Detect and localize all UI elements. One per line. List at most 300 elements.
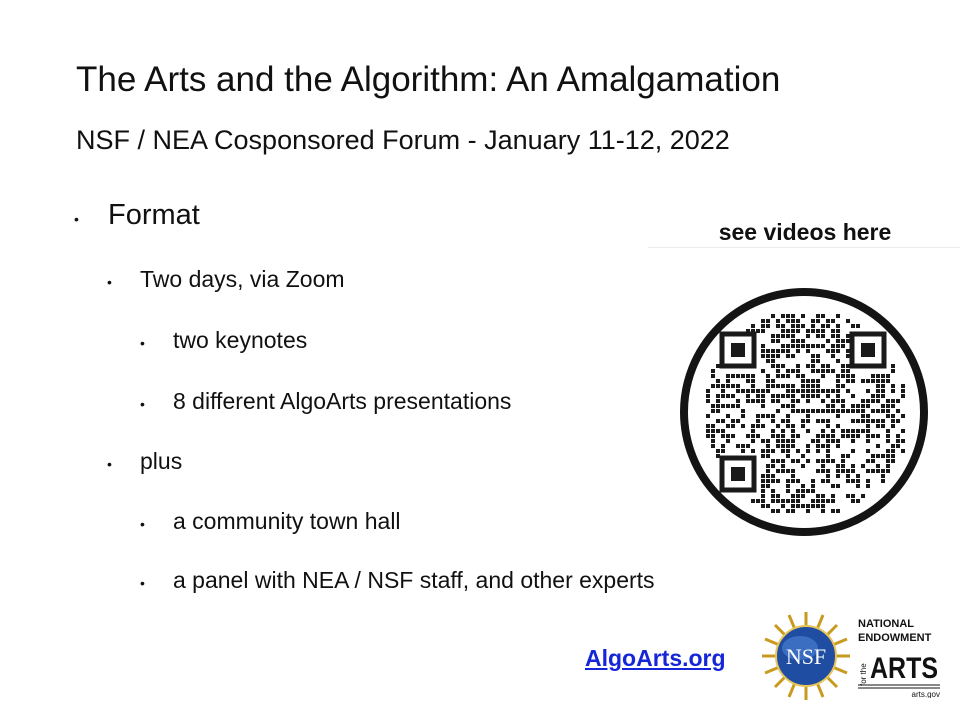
qr-module [856,434,860,438]
qr-module [836,444,840,448]
qr-module [831,389,835,393]
qr-module [811,504,815,508]
qr-module [736,384,740,388]
qr-module [776,469,780,473]
qr-module [731,434,735,438]
qr-module [751,384,755,388]
qr-module [756,499,760,503]
qr-module [891,369,895,373]
qr-module [886,449,890,453]
qr-module [781,419,785,423]
qr-module [896,439,900,443]
qr-module [731,424,735,428]
qr-module [826,444,830,448]
qr-module [736,399,740,403]
qr-module [736,374,740,378]
qr-module [841,409,845,413]
qr-module [751,389,755,393]
qr-module [796,489,800,493]
qr-module [791,494,795,498]
qr-module [781,449,785,453]
qr-module [841,464,845,468]
qr-module [816,409,820,413]
qr-module [861,409,865,413]
qr-module [846,339,850,343]
qr-module [851,469,855,473]
qr-module [811,384,815,388]
qr-module [761,449,765,453]
qr-module [826,389,830,393]
qr-module [836,344,840,348]
qr-module [816,394,820,398]
qr-module [771,339,775,343]
qr-module [826,499,830,503]
qr-module [816,494,820,498]
qr-module [776,384,780,388]
qr-module [781,404,785,408]
qr-module [766,449,770,453]
qr-module [751,439,755,443]
qr-module [801,454,805,458]
qr-module [751,379,755,383]
qr-module [876,409,880,413]
qr-module [871,409,875,413]
qr-module [821,494,825,498]
qr-module [781,384,785,388]
qr-module [836,384,840,388]
qr-module [831,329,835,333]
qr-module [741,389,745,393]
qr-module [711,369,715,373]
qr-module [791,329,795,333]
qr-module [806,409,810,413]
nea-logo-arts: ARTS [870,652,938,685]
qr-module [846,379,850,383]
qr-module [791,319,795,323]
qr-module [816,314,820,318]
qr-module [871,434,875,438]
qr-module [901,429,905,433]
bullet-text: two keynotes [173,327,308,353]
qr-module [786,469,790,473]
qr-module [711,404,715,408]
qr-module [806,459,810,463]
qr-module [821,469,825,473]
qr-module [766,374,770,378]
qr-module [876,384,880,388]
qr-module [781,349,785,353]
qr-module [881,419,885,423]
qr-module [876,454,880,458]
qr-module [886,469,890,473]
qr-module [776,424,780,428]
qr-module [901,394,905,398]
qr-module [881,374,885,378]
qr-module [866,434,870,438]
qr-module [806,444,810,448]
qr-module [886,379,890,383]
qr-module [791,399,795,403]
qr-module [821,504,825,508]
qr-module [836,409,840,413]
qr-module [801,484,805,488]
qr-module [776,374,780,378]
qr-module [726,394,730,398]
qr-module [776,334,780,338]
qr-module [706,429,710,433]
qr-module [866,424,870,428]
qr-module [766,484,770,488]
qr-module [711,374,715,378]
qr-module [761,439,765,443]
qr-module [891,364,895,368]
qr-module [721,429,725,433]
qr-module [791,459,795,463]
qr-module [851,374,855,378]
qr-module [766,379,770,383]
qr-module [866,484,870,488]
qr-module [861,414,865,418]
qr-module [826,404,830,408]
qr-module [866,389,870,393]
qr-module [761,369,765,373]
qr-module [761,499,765,503]
qr-module [866,459,870,463]
qr-module [836,464,840,468]
qr-module [851,379,855,383]
qr-module [886,414,890,418]
qr-module [846,494,850,498]
qr-module [866,419,870,423]
qr-module [771,494,775,498]
qr-module [891,404,895,408]
qr-module [816,329,820,333]
qr-module [901,414,905,418]
qr-module [771,464,775,468]
bullet-text: plus [140,448,183,474]
qr-module [866,439,870,443]
qr-module [896,409,900,413]
qr-module [821,429,825,433]
qr-module [791,354,795,358]
qr-module [791,509,795,513]
qr-module [776,349,780,353]
qr-module [756,394,760,398]
qr-module [806,384,810,388]
qr-module [886,399,890,403]
qr-module [821,329,825,333]
qr-module [761,344,765,348]
qr-module [781,439,785,443]
bullet-dot-icon: • [74,211,79,227]
qr-module [796,389,800,393]
qr-module [776,439,780,443]
qr-module [831,409,835,413]
qr-module [771,459,775,463]
qr-module [821,479,825,483]
qr-module [856,479,860,483]
qr-module [746,444,750,448]
qr-module [891,384,895,388]
qr-module [776,494,780,498]
qr-module [761,324,765,328]
qr-module [786,439,790,443]
qr-module [736,444,740,448]
qr-module [826,364,830,368]
qr-module [791,384,795,388]
qr-module [846,469,850,473]
qr-module [776,409,780,413]
qr-module [761,474,765,478]
qr-module [811,389,815,393]
slide-subtitle: NSF / NEA Cosponsored Forum - January 11-12, 2022 [76,125,730,155]
qr-module [746,374,750,378]
qr-module [851,439,855,443]
qr-module [841,459,845,463]
qr-module [851,494,855,498]
qr-module [891,424,895,428]
qr-module [816,504,820,508]
qr-module [726,439,730,443]
qr-module [796,324,800,328]
qr-module [801,384,805,388]
qr-module [796,399,800,403]
qr-module [771,509,775,513]
qr-module [776,459,780,463]
qr-module [756,434,760,438]
qr-module [856,474,860,478]
qr-module [741,449,745,453]
qr-module [786,384,790,388]
qr-module [836,314,840,318]
qr-module [776,364,780,368]
qr-module [821,374,825,378]
qr-module [716,454,720,458]
qr-module [706,399,710,403]
qr-module [891,399,895,403]
qr-module [801,489,805,493]
slide-title: The Arts and the Algorithm: An Amalgamation [76,60,781,99]
qr-module [836,329,840,333]
qr-module [786,334,790,338]
qr-module [726,384,730,388]
qr-module [851,434,855,438]
qr-module [861,429,865,433]
qr-module [731,384,735,388]
qr-module [786,389,790,393]
qr-module [776,369,780,373]
qr-module [816,354,820,358]
qr-module [831,429,835,433]
qr-module [806,329,810,333]
qr-module [846,354,850,358]
qr-module [831,484,835,488]
qr-module [786,419,790,423]
qr-module [821,344,825,348]
qr-module [851,479,855,483]
qr-module [836,474,840,478]
qr-module [881,394,885,398]
qr-module [836,394,840,398]
qr-module [806,379,810,383]
qr-module [791,479,795,483]
qr-module [766,469,770,473]
qr-module [726,434,730,438]
qr-module [846,349,850,353]
qr-module [891,459,895,463]
qr-module [791,469,795,473]
qr-module [756,414,760,418]
qr-module [851,449,855,453]
qr-module [881,379,885,383]
qr-module [786,374,790,378]
qr-module [881,384,885,388]
qr-module [886,404,890,408]
qr-module [846,389,850,393]
qr-module [806,344,810,348]
qr-module [771,394,775,398]
qr-module [796,434,800,438]
algoarts-link[interactable]: AlgoArts.org [585,645,726,671]
qr-module [791,344,795,348]
qr-module [821,389,825,393]
qr-module [796,409,800,413]
qr-module [836,399,840,403]
qr-code-icon[interactable] [676,284,932,540]
qr-module [836,359,840,363]
qr-module [711,444,715,448]
qr-module [756,389,760,393]
qr-module [856,499,860,503]
qr-module [826,409,830,413]
qr-module [891,419,895,423]
qr-module [811,364,815,368]
bullet-text: Two days, via Zoom [140,266,345,292]
qr-module [771,429,775,433]
qr-module [886,409,890,413]
qr-module [791,424,795,428]
qr-module [826,349,830,353]
qr-module [801,324,805,328]
qr-module [791,434,795,438]
qr-module [736,404,740,408]
bullet-text: a panel with NEA / NSF staff, and other experts [173,567,655,593]
qr-module [711,439,715,443]
qr-module [841,339,845,343]
qr-module [781,314,785,318]
qr-module [736,419,740,423]
qr-module [786,484,790,488]
qr-module [786,444,790,448]
qr-module [856,409,860,413]
qr-module [831,404,835,408]
qr-module [771,359,775,363]
qr-module [766,464,770,468]
bullet-dot-icon: • [140,575,145,591]
qr-module [746,399,750,403]
qr-module [751,399,755,403]
qr-module [826,439,830,443]
qr-module [761,494,765,498]
qr-module [801,389,805,393]
qr-module [866,449,870,453]
qr-module [786,344,790,348]
qr-module [776,479,780,483]
qr-module [716,394,720,398]
qr-module [721,419,725,423]
qr-module [841,454,845,458]
qr-module [886,459,890,463]
qr-module [876,424,880,428]
qr-module [841,374,845,378]
qr-module [771,474,775,478]
qr-module [781,344,785,348]
qr-module [851,324,855,328]
qr-module [861,399,865,403]
qr-module [806,394,810,398]
qr-module [826,469,830,473]
qr-module [726,424,730,428]
qr-module [761,424,765,428]
qr-module [771,364,775,368]
qr-module [771,449,775,453]
qr-module [881,389,885,393]
qr-module [751,449,755,453]
qr-module [786,449,790,453]
qr-module [716,429,720,433]
qr-module [716,404,720,408]
qr-module [791,314,795,318]
qr-module [821,419,825,423]
qr-module [781,499,785,503]
qr-module [746,389,750,393]
qr-module [826,479,830,483]
qr-module [846,434,850,438]
qr-module [806,489,810,493]
qr-module [791,324,795,328]
qr-module [766,444,770,448]
bullet-dot-icon: • [140,396,145,412]
qr-module [786,489,790,493]
qr-module [891,414,895,418]
qr-module [886,429,890,433]
qr-module [816,459,820,463]
qr-module [771,379,775,383]
qr-module [731,394,735,398]
qr-module [721,404,725,408]
qr-module [796,329,800,333]
qr-module [811,344,815,348]
qr-module [761,319,765,323]
qr-module [821,464,825,468]
qr-module [751,424,755,428]
qr-module [851,429,855,433]
qr-module [846,369,850,373]
qr-module [876,399,880,403]
qr-module [761,399,765,403]
qr-module [801,419,805,423]
qr-module [826,369,830,373]
qr-module [716,364,720,368]
qr-module [766,479,770,483]
qr-module [761,329,765,333]
qr-module [786,354,790,358]
qr-module [776,434,780,438]
qr-module [796,479,800,483]
qr-module [826,394,830,398]
qr-module [736,389,740,393]
qr-module [831,354,835,358]
